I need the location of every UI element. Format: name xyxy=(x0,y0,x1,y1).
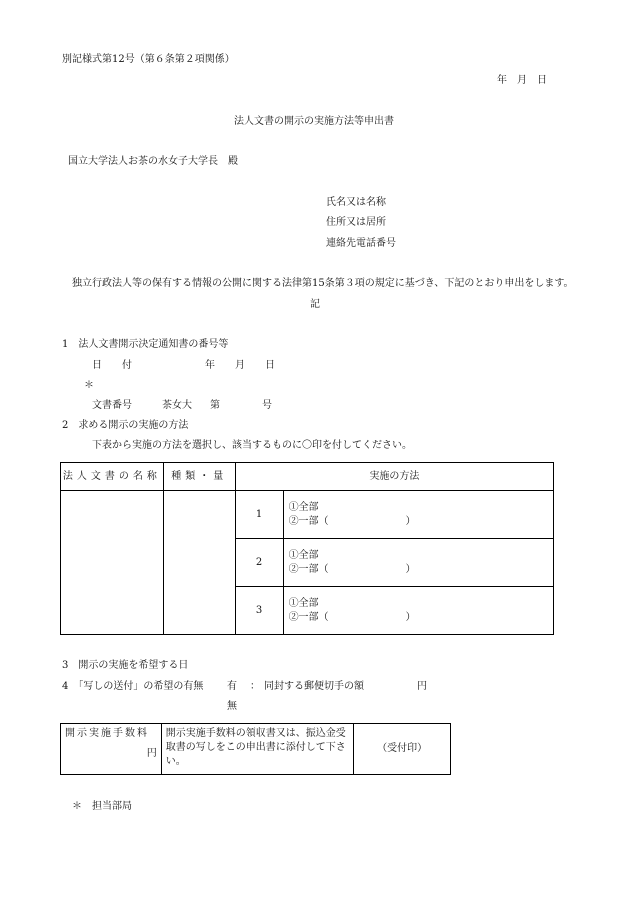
col-method-header: 実施の方法 xyxy=(235,463,553,491)
col-document-name-header: 法人文書の名称 xyxy=(61,463,164,491)
section2-instruction: 下表から実施の方法を選択し、該当するものに〇印を付してください。 xyxy=(92,440,412,451)
method-options-cell[interactable] xyxy=(283,539,553,587)
option-yes[interactable]: 有 xyxy=(227,681,237,692)
col-type-quantity-header: 種類・量 xyxy=(163,463,235,491)
option-no[interactable]: 無 xyxy=(227,701,237,712)
option-partial[interactable]: ②一部（ ） xyxy=(288,563,416,575)
section3-heading: 3 開示の実施を希望する日 xyxy=(62,660,189,671)
fee-table xyxy=(60,723,451,775)
document-number-dai: 第 xyxy=(210,400,220,411)
option-partial[interactable]: ②一部（ ） xyxy=(288,611,416,623)
applicant-phone-label: 連絡先電話番号 xyxy=(326,238,396,249)
applicant-address-label: 住所又は居所 xyxy=(326,217,386,228)
form-reference: 別記様式第12号（第６条第２項関係） xyxy=(62,54,235,65)
method-options-cell[interactable] xyxy=(283,491,553,539)
type-quantity-cell[interactable] xyxy=(163,491,235,635)
intro-paragraph: 独立行政法人等の保有する情報の公開に関する法律第15条第３項の規定に基づき、下記のとおり申出をします。 xyxy=(72,278,574,289)
method-row-number: 3 xyxy=(235,587,283,635)
stamp-yen-unit: 円 xyxy=(417,681,427,692)
method-options-cell[interactable] xyxy=(283,587,553,635)
document-number-go: 号 xyxy=(262,400,272,411)
document-title: 法人文書の開示の実施方法等申出書 xyxy=(234,116,394,127)
receipt-stamp-cell: （受付印） xyxy=(354,724,451,775)
fee-note: 開示実施手数料の領収書又は、振込金受取書の写しをこの申出書に添付して下さい。 xyxy=(161,724,353,775)
section4-heading: 4 「写しの送付」の希望の有無 xyxy=(62,681,204,692)
applicant-name-label: 氏名又は名称 xyxy=(326,197,386,208)
date-line: 年 月 日 xyxy=(497,75,547,86)
option-all[interactable]: ①全部 xyxy=(288,597,319,609)
document-number-label: 文書番号 xyxy=(92,400,132,411)
department-label: 担当部局 xyxy=(92,801,132,812)
section1-asterisk: ＊ xyxy=(84,380,94,391)
section2-heading: 2 求める開示の実施の方法 xyxy=(62,420,189,431)
ki-heading: 記 xyxy=(310,299,320,310)
stamp-amount-label: 同封する郵便切手の額 xyxy=(264,681,364,692)
section1-heading: 1 法人文書開示決定通知書の番号等 xyxy=(62,339,229,350)
footer-asterisk: ＊ xyxy=(72,801,82,812)
fee-yen-unit: 円 xyxy=(146,748,157,759)
method-row-number: 2 xyxy=(235,539,283,587)
method-row-number: 1 xyxy=(235,491,283,539)
option-all[interactable]: ①全部 xyxy=(288,549,319,561)
option-partial[interactable]: ②一部（ ） xyxy=(288,515,416,527)
document-name-cell[interactable] xyxy=(61,491,164,635)
fee-cell[interactable] xyxy=(61,724,162,775)
notice-date-label: 日 付 xyxy=(92,360,132,371)
addressee: 国立大学法人お茶の水女子大学長 殿 xyxy=(68,156,238,167)
colon-separator: ： xyxy=(250,681,260,692)
document-number-prefix: 茶女大 xyxy=(162,400,192,411)
notice-date-fields: 年 月 日 xyxy=(205,360,275,371)
fee-label: 開示実施手数料 xyxy=(65,728,149,739)
disclosure-method-table xyxy=(60,462,554,635)
option-all[interactable]: ①全部 xyxy=(288,501,319,513)
